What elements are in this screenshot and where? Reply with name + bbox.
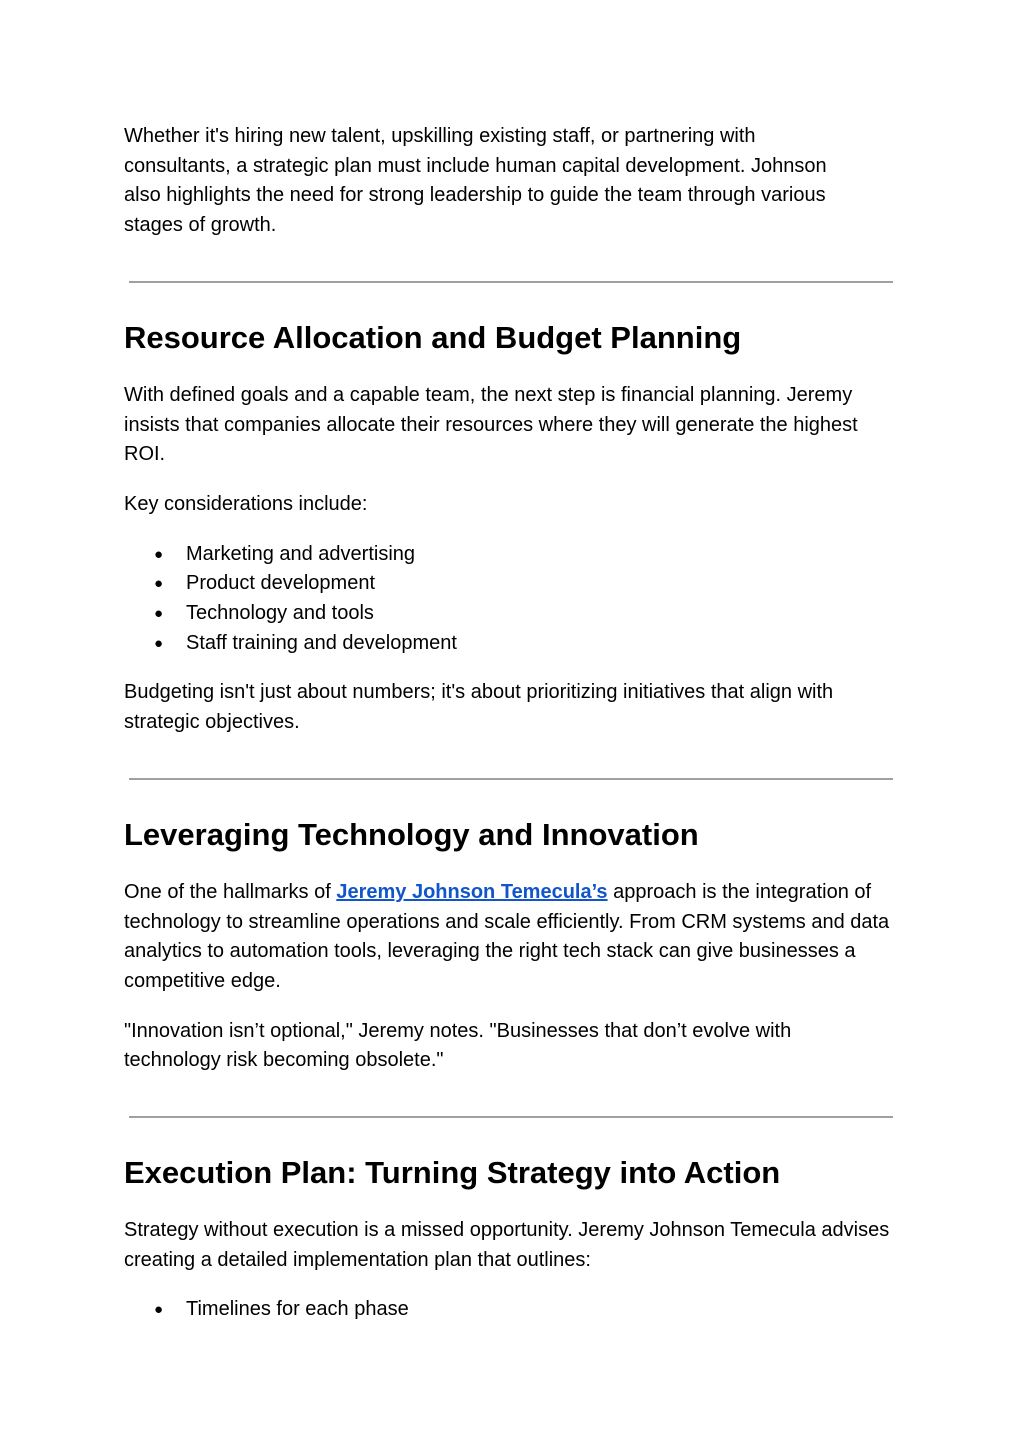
list-item	[124, 540, 900, 570]
tech-paragraph-1	[124, 878, 900, 997]
tech-heading: Leveraging Technology and Innovation	[124, 816, 699, 852]
list-item-label: Product development	[186, 572, 376, 595]
execution-paragraph-1: Strategy without execution is a missed opportunity. Jeremy Johnson Temecula advises creating a detailed implementation plan that outlines:	[124, 1219, 890, 1271]
resource-heading: Resource Allocation and Budget Planning	[124, 319, 742, 355]
list-item	[124, 1295, 900, 1325]
bullet-icon: ●	[154, 634, 164, 652]
list-item	[124, 629, 900, 659]
resource-paragraph-2: Key considerations include:	[124, 492, 368, 515]
execution-heading: Execution Plan: Turning Strategy into Action	[124, 1155, 781, 1191]
list-item-label: Technology and tools	[186, 602, 374, 625]
list-item-label: Timelines for each phase	[186, 1298, 409, 1321]
list-item	[124, 599, 900, 629]
document-page	[124, 122, 900, 1325]
resource-paragraph-3: Budgeting isn't just about numbers; it's about prioritizing initiatives that align with strategic objectives.	[124, 681, 834, 734]
intro-paragraph: Whether it's hiring new talent, upskilling existing staff, or partnering with consultants, a strategic plan must include human capital development. Johnson also highlights the need for strong leadership to guide the team through various stages of growth.	[124, 125, 827, 237]
bullet-icon: ●	[154, 545, 164, 563]
list-item-label: Staff training and development	[186, 631, 457, 654]
list-item-label: Marketing and advertising	[186, 542, 416, 565]
execution-bullet-list	[124, 1295, 900, 1325]
jeremy-johnson-link[interactable]: Jeremy Johnson Temecula’s	[336, 880, 608, 903]
bullet-icon: ●	[154, 1301, 164, 1319]
list-item	[124, 569, 900, 599]
resource-bullet-list	[124, 540, 900, 659]
tech-paragraph-1-rest: approach is the integration of technology to streamline operations and scale efficiently. From CRM systems and data analytics to automation tools, leveraging the right tech stack can give businesses a competitive edge.	[124, 880, 890, 992]
tech-paragraph-1-lead: One of the hallmarks of	[124, 880, 337, 903]
tech-paragraph-2: "Innovation isn’t optional," Jeremy notes. "Businesses that don’t evolve with technology risk becoming obsolete."	[124, 1019, 792, 1072]
bullet-icon: ●	[154, 575, 164, 593]
resource-paragraph-1: With defined goals and a capable team, the next step is financial planning. Jeremy insists that companies allocate their resources where they will generate the highest ROI.	[124, 383, 858, 466]
bullet-icon: ●	[154, 605, 164, 623]
